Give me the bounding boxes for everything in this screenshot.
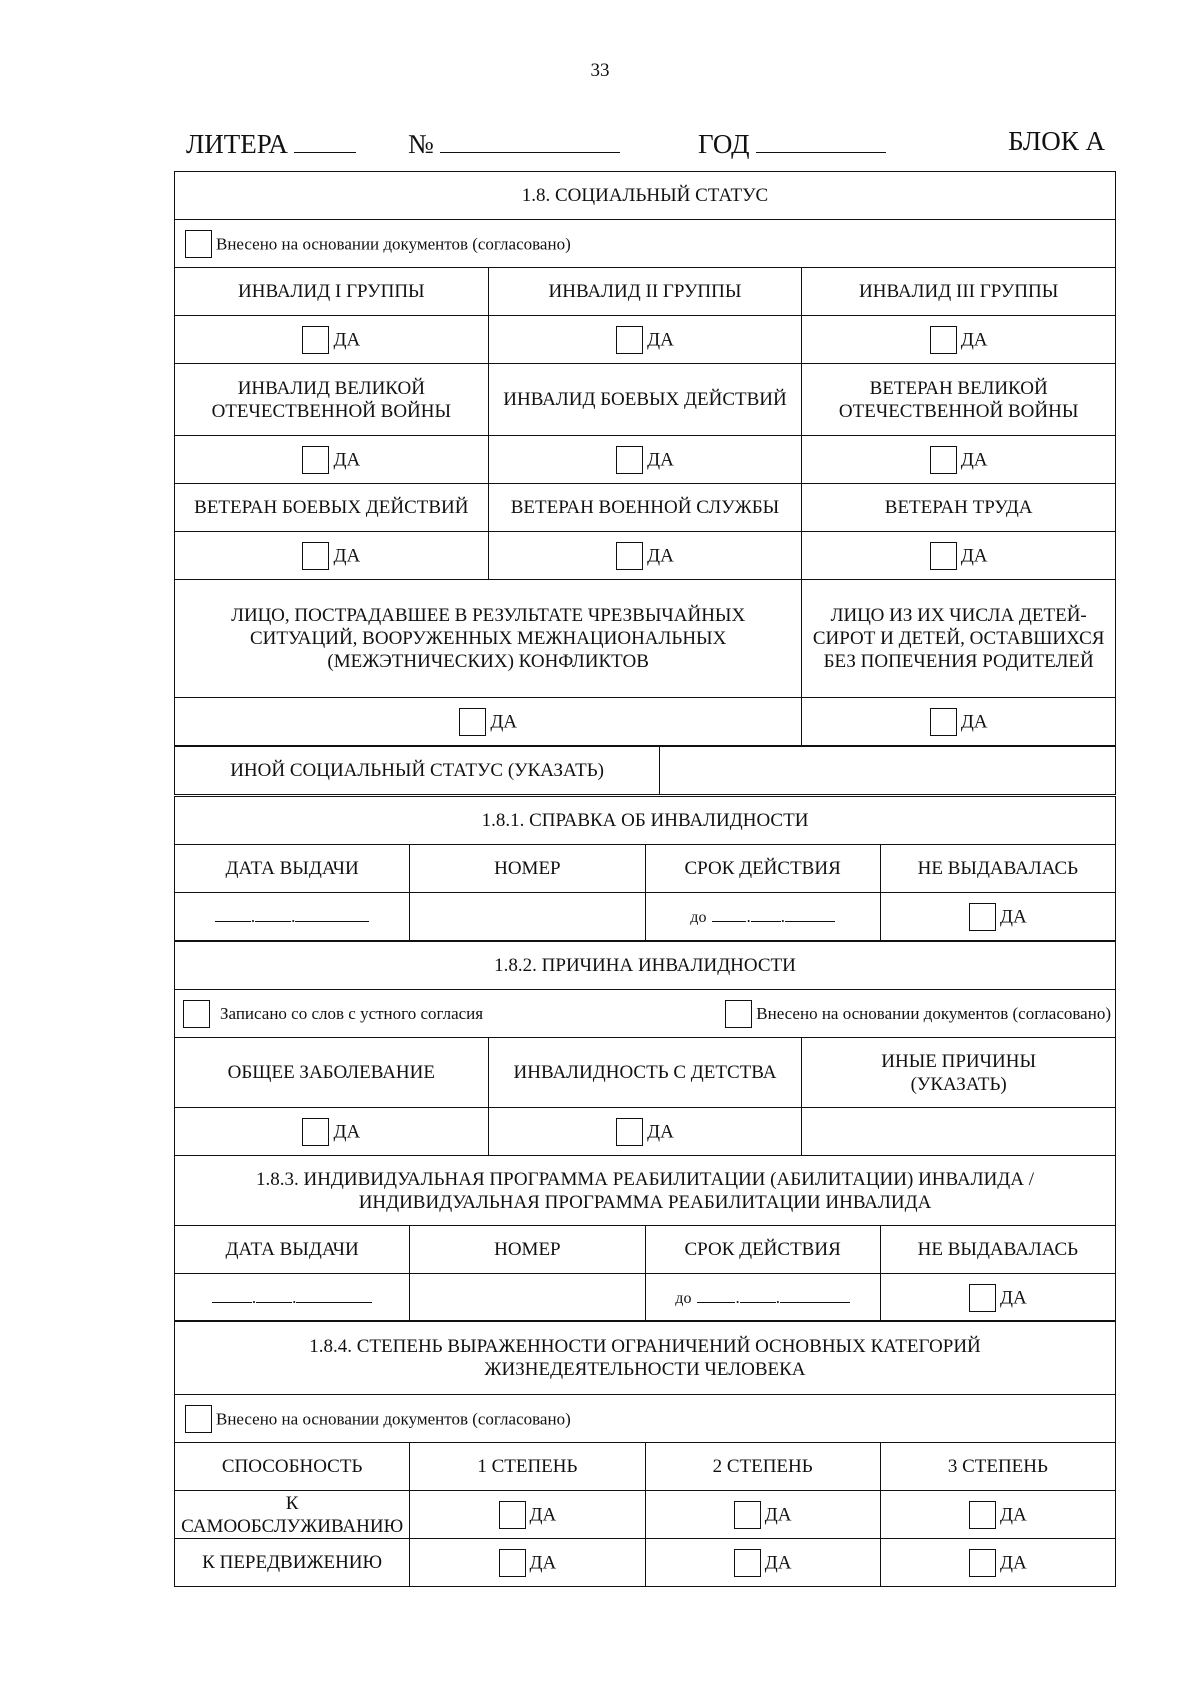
yes-label: ДА bbox=[960, 329, 988, 350]
col-header: НЕ ВЫДАВАЛАСЬ bbox=[880, 845, 1115, 893]
status-label: ИНВАЛИД БОЕВЫХ ДЕЙСТВИЙ bbox=[488, 364, 802, 436]
status-label: ЛИЦО, ПОСТРАДАВШЕЕ В РЕЗУЛЬТАТЕ ЧРЕЗВЫЧАЙНЫХ СИТУАЦИЙ, ВООРУЖЕННЫХ МЕЖНАЦИОНАЛЬНЫХ (МЕЖЭТНИЧЕСКИХ) КОНФЛИКТОВ bbox=[175, 580, 802, 698]
yes-label: ДА bbox=[490, 711, 517, 732]
doc-note: Внесено на основании документов (согласовано) bbox=[216, 1409, 571, 1428]
status-label: ВЕТЕРАН ВОЕННОЙ СЛУЖБЫ bbox=[488, 484, 802, 532]
yes-cell bbox=[880, 1539, 1115, 1587]
checkbox[interactable] bbox=[616, 326, 643, 354]
yes-cell bbox=[175, 698, 802, 746]
checkbox[interactable] bbox=[930, 326, 957, 354]
status-label: ИНВАЛИД ВЕЛИКОЙ ОТЕЧЕСТВЕННОЙ ВОЙНЫ bbox=[175, 364, 489, 436]
yes-cell bbox=[410, 1539, 645, 1587]
yes-label: ДА bbox=[1000, 1287, 1027, 1308]
validity-input[interactable]: до . . bbox=[645, 893, 880, 941]
section-title: 1.8. СОЦИАЛЬНЫЙ СТАТУС bbox=[175, 172, 1116, 220]
checkbox[interactable] bbox=[616, 1118, 643, 1146]
yes-cell bbox=[488, 316, 802, 364]
col-header: НОМЕР bbox=[410, 1226, 645, 1274]
yes-cell bbox=[488, 436, 802, 484]
checkbox[interactable] bbox=[616, 542, 643, 570]
yes-label: ДА bbox=[333, 1121, 361, 1142]
ability-label: К ПЕРЕДВИЖЕНИЮ bbox=[175, 1539, 410, 1587]
doc-confirm-row bbox=[175, 220, 1116, 268]
yes-cell bbox=[880, 893, 1115, 941]
year-field bbox=[698, 126, 886, 160]
yes-cell bbox=[645, 1491, 880, 1539]
checkbox[interactable] bbox=[459, 708, 486, 736]
doc-note: Внесено на основании документов (согласовано) bbox=[756, 1004, 1111, 1023]
checkbox[interactable] bbox=[969, 1501, 996, 1529]
yes-cell bbox=[802, 316, 1116, 364]
other-cause-input[interactable] bbox=[802, 1108, 1116, 1156]
section-title: 1.8.3. ИНДИВИДУАЛЬНАЯ ПРОГРАММА РЕАБИЛИТАЦИИ (АБИЛИТАЦИИ) ИНВАЛИДА / ИНДИВИДУАЛЬНАЯ ПРОГРАММА РЕАБИЛИТАЦИИ ИНВАЛИДА bbox=[175, 1156, 1116, 1226]
cause-label: ОБЩЕЕ ЗАБОЛЕВАНИЕ bbox=[175, 1038, 489, 1108]
yes-label: ДА bbox=[529, 1504, 557, 1525]
status-label: ИНВАЛИД II ГРУППЫ bbox=[488, 268, 802, 316]
litera-label: ЛИТЕРА bbox=[186, 129, 288, 159]
other-status-input[interactable] bbox=[660, 747, 1116, 795]
checkbox[interactable] bbox=[616, 446, 643, 474]
yes-cell bbox=[175, 436, 489, 484]
col-header: СПОСОБНОСТЬ bbox=[175, 1443, 410, 1491]
yes-label: ДА bbox=[960, 545, 988, 566]
yes-cell bbox=[175, 316, 489, 364]
checkbox[interactable] bbox=[499, 1501, 526, 1529]
yes-cell bbox=[488, 1108, 802, 1156]
yes-label: ДА bbox=[647, 329, 674, 350]
number-field bbox=[408, 126, 620, 160]
doc-confirm-row bbox=[175, 1395, 1116, 1443]
section-title: 1.8.1. СПРАВКА ОБ ИНВАЛИДНОСТИ bbox=[175, 797, 1116, 845]
section-title: 1.8.2. ПРИЧИНА ИНВАЛИДНОСТИ bbox=[175, 942, 1116, 990]
checkbox[interactable] bbox=[499, 1549, 526, 1577]
yes-label: ДА bbox=[1000, 1552, 1027, 1573]
col-header: 1 СТЕПЕНЬ bbox=[410, 1443, 645, 1491]
yes-cell bbox=[175, 1108, 489, 1156]
until-label: до bbox=[675, 1289, 692, 1307]
checkbox[interactable] bbox=[185, 1405, 212, 1433]
checkbox[interactable] bbox=[969, 1549, 996, 1577]
checkbox[interactable] bbox=[302, 446, 329, 474]
checkbox[interactable] bbox=[930, 708, 957, 736]
status-label: ИНВАЛИД III ГРУППЫ bbox=[802, 268, 1116, 316]
col-header: СРОК ДЕЙСТВИЯ bbox=[645, 1226, 880, 1274]
checkbox[interactable] bbox=[302, 326, 329, 354]
yes-label: ДА bbox=[333, 329, 361, 350]
section-1-8-4 bbox=[174, 1320, 1116, 1587]
oral-note: Записано со слов с устного согласия bbox=[220, 1004, 484, 1023]
section-1-8 bbox=[174, 171, 1116, 795]
issue-date-input[interactable]: . . bbox=[175, 893, 410, 941]
page-number: 33 bbox=[590, 60, 610, 81]
yes-label: ДА bbox=[529, 1552, 557, 1573]
col-header: СРОК ДЕЙСТВИЯ bbox=[645, 845, 880, 893]
yes-label: ДА bbox=[960, 711, 988, 732]
yes-cell bbox=[802, 698, 1116, 746]
year-label: ГОД bbox=[698, 129, 750, 159]
form-header bbox=[186, 126, 1105, 160]
source-row bbox=[175, 990, 1116, 1038]
issue-date-input[interactable]: . . bbox=[175, 1274, 410, 1322]
yes-label: ДА bbox=[764, 1552, 792, 1573]
status-label: ВЕТЕРАН БОЕВЫХ ДЕЙСТВИЙ bbox=[175, 484, 489, 532]
section-1-8-2 bbox=[174, 941, 1116, 1156]
yes-cell bbox=[880, 1274, 1115, 1322]
status-label: ЛИЦО ИЗ ИХ ЧИСЛА ДЕТЕЙ-СИРОТ И ДЕТЕЙ, ОСТАВШИХСЯ БЕЗ ПОПЕЧЕНИЯ РОДИТЕЛЕЙ bbox=[802, 580, 1116, 698]
yes-label: ДА bbox=[647, 545, 674, 566]
col-header: НЕ ВЫДАВАЛАСЬ bbox=[880, 1226, 1115, 1274]
status-label: ВЕТЕРАН ТРУДА bbox=[802, 484, 1116, 532]
checkbox[interactable] bbox=[969, 1284, 996, 1312]
col-header: НОМЕР bbox=[410, 845, 645, 893]
yes-label: ДА bbox=[647, 1121, 674, 1142]
checkbox[interactable] bbox=[185, 230, 212, 258]
cause-label: ИНЫЕ ПРИЧИНЫ (УКАЗАТЬ) bbox=[802, 1038, 1116, 1108]
doc-note: Внесено на основании документов (согласовано) bbox=[216, 234, 571, 253]
cause-label: ИНВАЛИДНОСТЬ С ДЕТСТВА bbox=[488, 1038, 802, 1108]
status-label: ВЕТЕРАН ВЕЛИКОЙ ОТЕЧЕСТВЕННОЙ ВОЙНЫ bbox=[802, 364, 1116, 436]
number-input[interactable] bbox=[410, 1274, 645, 1322]
other-status-label: ИНОЙ СОЦИАЛЬНЫЙ СТАТУС (УКАЗАТЬ) bbox=[175, 747, 660, 795]
yes-label: ДА bbox=[333, 545, 361, 566]
yes-cell bbox=[880, 1491, 1115, 1539]
checkbox[interactable] bbox=[302, 1118, 329, 1146]
yes-label: ДА bbox=[647, 449, 674, 470]
yes-cell bbox=[410, 1491, 645, 1539]
yes-label: ДА bbox=[960, 449, 988, 470]
yes-label: ДА bbox=[764, 1504, 792, 1525]
block-label: БЛОК А bbox=[1008, 126, 1105, 156]
col-header: 2 СТЕПЕНЬ bbox=[645, 1443, 880, 1491]
checkbox[interactable] bbox=[734, 1501, 761, 1529]
year-input-line[interactable] bbox=[756, 126, 886, 153]
yes-label: ДА bbox=[1000, 906, 1027, 927]
section-title: 1.8.4. СТЕПЕНЬ ВЫРАЖЕННОСТИ ОГРАНИЧЕНИЙ ОСНОВНЫХ КАТЕГОРИЙ ЖИЗНЕДЕЯТЕЛЬНОСТИ ЧЕЛОВЕКА bbox=[175, 1321, 1116, 1395]
number-input-line[interactable] bbox=[440, 126, 620, 153]
checkbox[interactable] bbox=[930, 542, 957, 570]
yes-cell bbox=[488, 532, 802, 580]
litera-input-line[interactable] bbox=[294, 126, 356, 153]
yes-cell bbox=[802, 436, 1116, 484]
yes-label: ДА bbox=[1000, 1504, 1027, 1525]
number-label: № bbox=[408, 129, 434, 159]
yes-cell bbox=[175, 532, 489, 580]
col-header: ДАТА ВЫДАЧИ bbox=[175, 1226, 410, 1274]
checkbox[interactable] bbox=[969, 903, 996, 931]
status-label: ИНВАЛИД I ГРУППЫ bbox=[175, 268, 489, 316]
yes-cell bbox=[645, 1539, 880, 1587]
checkbox[interactable] bbox=[302, 542, 329, 570]
checkbox[interactable] bbox=[725, 1000, 752, 1028]
litera-field bbox=[186, 126, 356, 160]
validity-input[interactable]: до . . bbox=[645, 1274, 880, 1322]
checkbox[interactable] bbox=[734, 1549, 761, 1577]
checkbox[interactable] bbox=[930, 446, 957, 474]
until-label: до bbox=[690, 908, 707, 926]
checkbox[interactable] bbox=[183, 1000, 210, 1028]
section-1-8-3 bbox=[174, 1155, 1116, 1322]
section-1-8-1 bbox=[174, 796, 1116, 941]
yes-label: ДА bbox=[333, 449, 361, 470]
col-header: 3 СТЕПЕНЬ bbox=[880, 1443, 1115, 1491]
number-input[interactable] bbox=[410, 893, 645, 941]
ability-label: К САМООБСЛУЖИВАНИЮ bbox=[175, 1491, 410, 1539]
col-header: ДАТА ВЫДАЧИ bbox=[175, 845, 410, 893]
yes-cell bbox=[802, 532, 1116, 580]
